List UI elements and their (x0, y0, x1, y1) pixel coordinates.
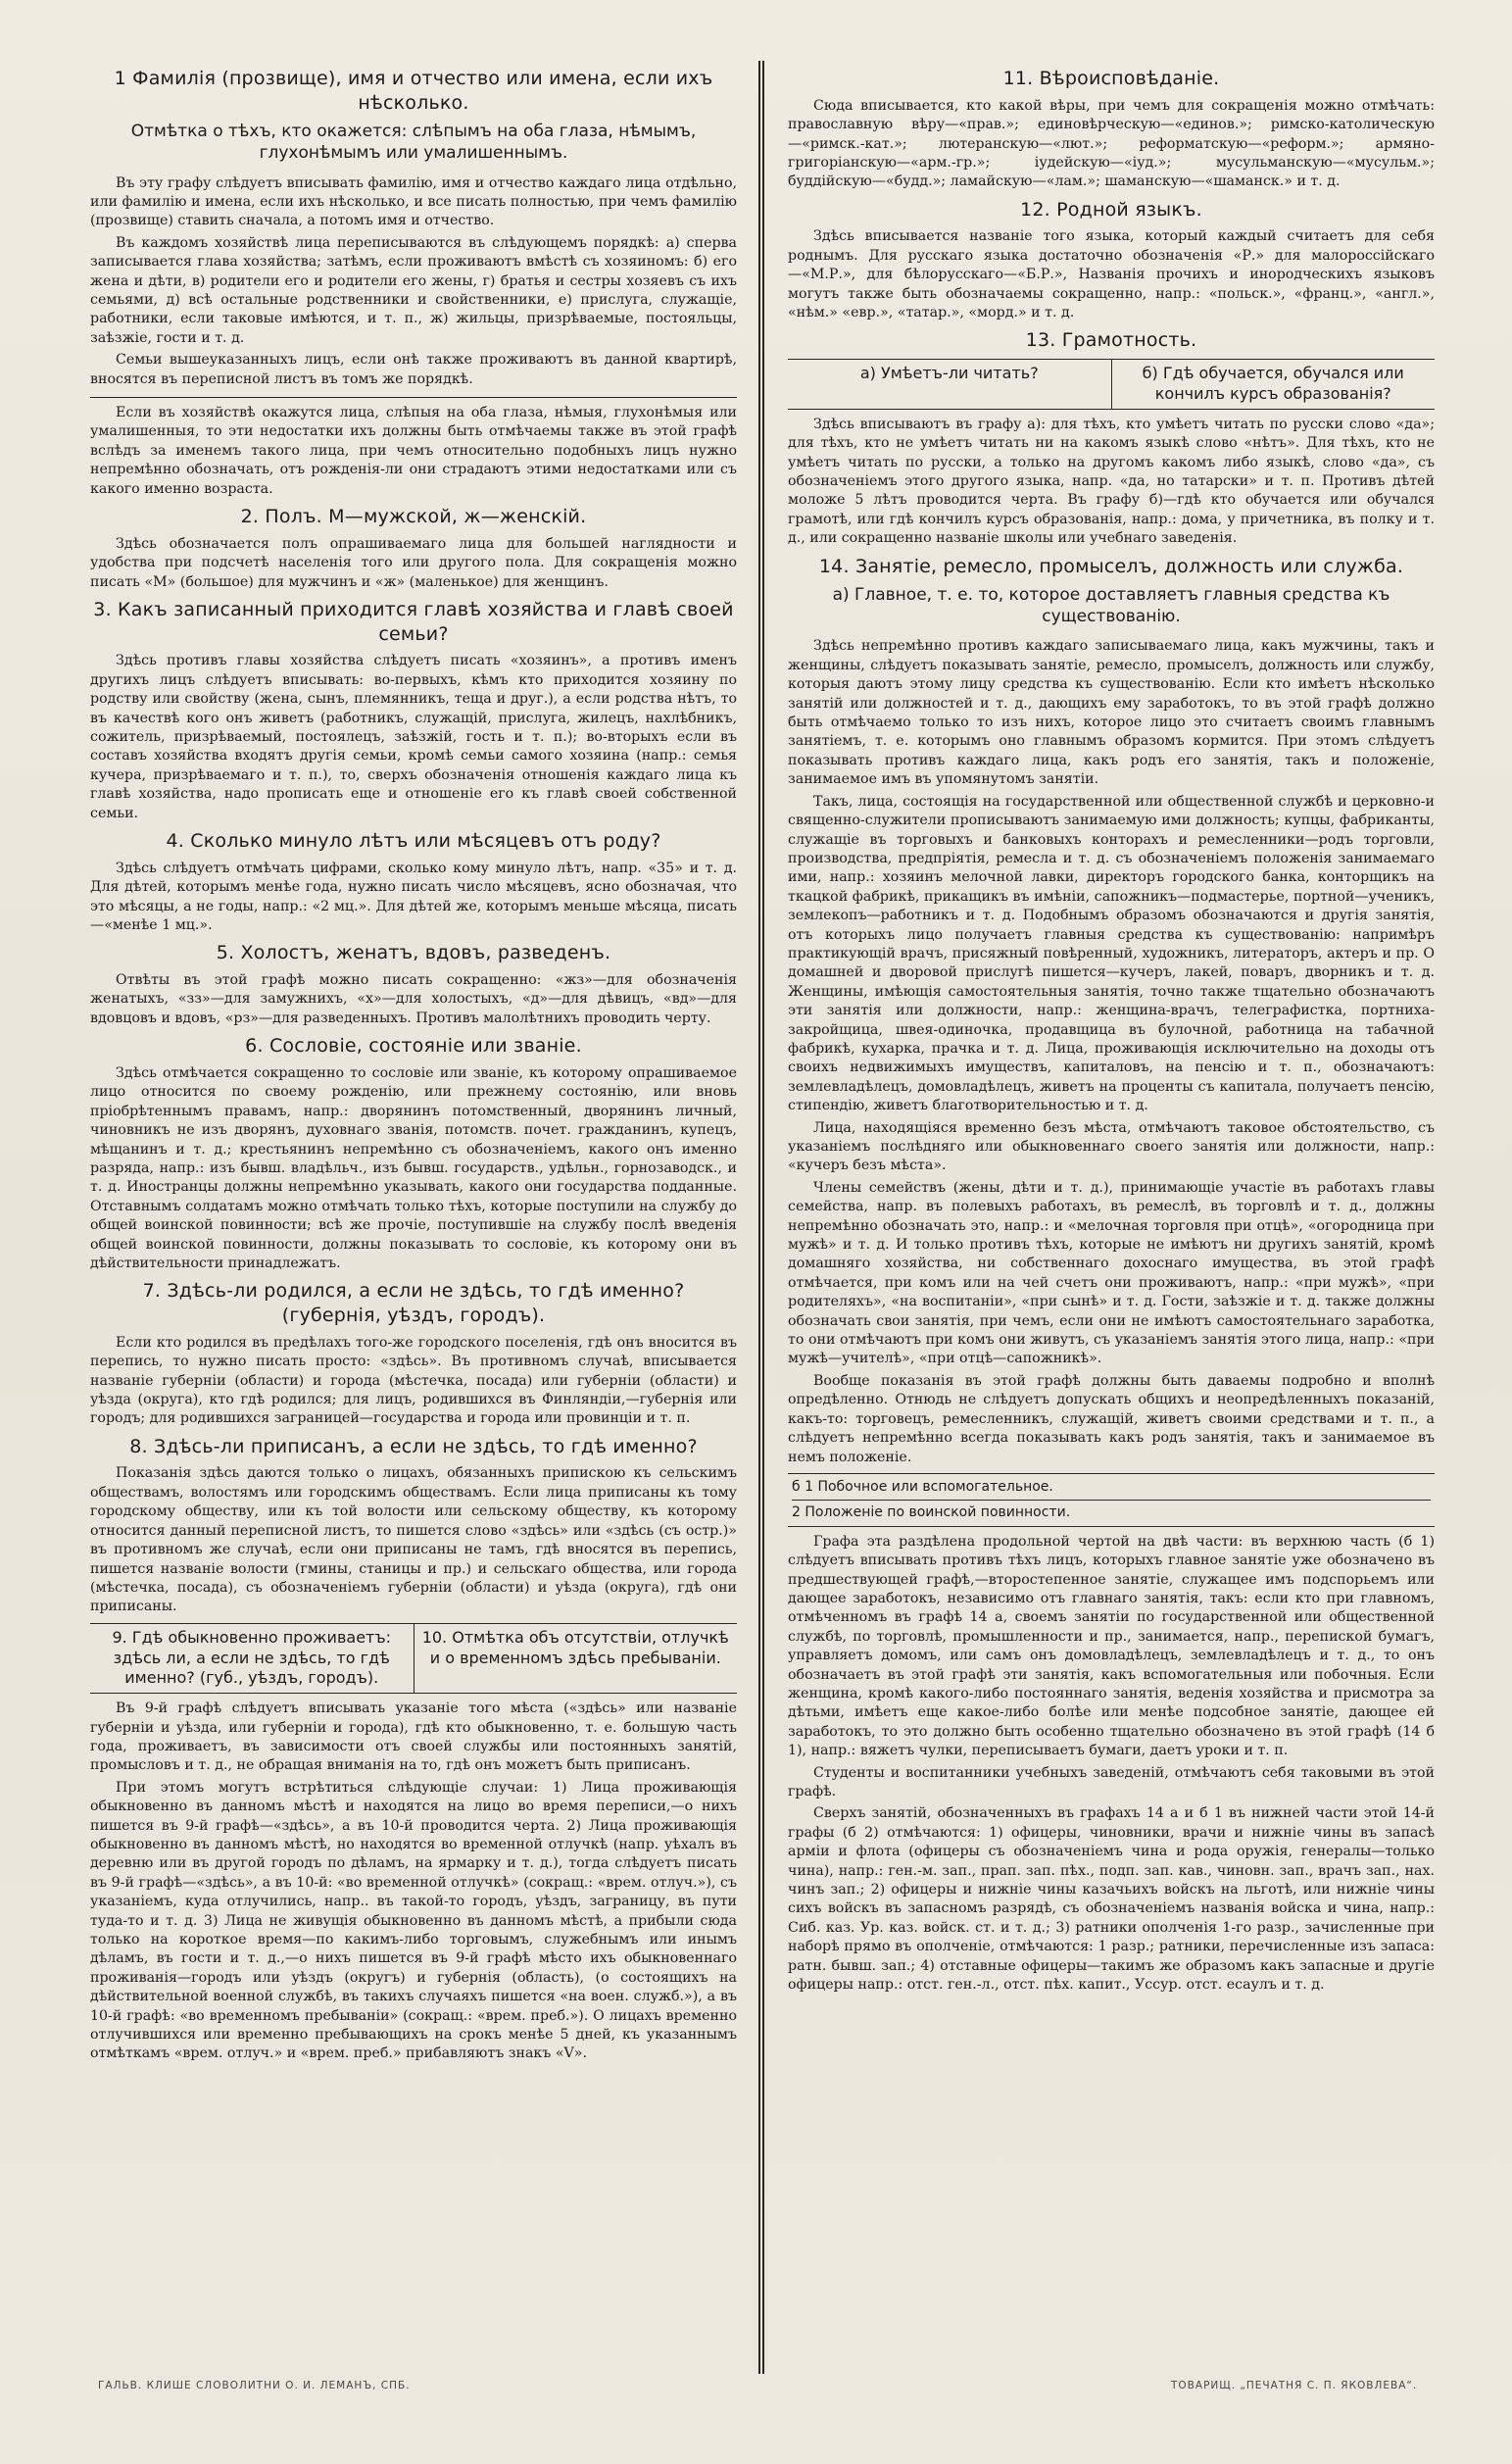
section-heading-10: 10. Отмѣтка объ отсутствіи, отлучкѣ и о временномъ здѣсь пребываніи. (414, 1624, 738, 1693)
paragraph: Студенты и воспитанники учебныхъ заведеній, отмѣчаютъ себя таковыми въ этой графѣ. (788, 1764, 1435, 1799)
paragraph: Здѣсь обозначается полъ опрашиваемаго лица для большей наглядности и удобства при подсчетѣ населенія того или другого пола. Для сокращенія можно писать «М» (большое) для мужчинъ и «ж» (маленькое) для женщинъ. (90, 535, 737, 590)
paragraph: Въ эту графу слѣдуетъ вписывать фамилію, имя и отчество каждаго лица отдѣльно, или фамилію и имена, если ихъ нѣсколько, и все писать полностью, при чемъ фамилію (прозвище) ставить сначала, а потомъ имя и отчество. (90, 174, 737, 229)
paragraph: При этомъ могутъ встрѣтиться слѣдующіе случаи: 1) Лица проживающія обыкновенно въ данномъ мѣстѣ и находятся на лицо во время переписи,—о нихъ пишется въ 9-й графѣ—«здѣсь», а въ 10-й проводится черта. 2) Лица проживающія обыкновенно въ данномъ мѣстѣ, но находятся во временной отлучкѣ (напр. уѣхалъ въ деревню или въ другой городъ по дѣламъ, на ярмарку и т. д.), тогда слѣдуетъ писать въ 9-й графѣ—«здѣсь», а въ 10-й: «во временной отлучкѣ» (сокращ.: «врем. отлуч.»), съ указаніемъ, куда отлучились, напр.. въ такой-то городъ, уѣздъ, заграницу, въ пути туда-то и т. д. 3) Лица не живущія обыкновенно въ данномъ мѣстѣ, а прибыли сюда только на короткое время—по какимъ-либо торговымъ, служебнымъ или инымъ дѣламъ, въ гости и т. д.,—о нихъ пишется въ 9-й графѣ мѣсто ихъ обыкновеннаго проживанія—городъ или уѣздъ (округъ) и губернія (область), (о состоящихъ на дѣйствительной военной службѣ, въ такихъ случаяхъ пишется «на воен. служб.»), а въ 10-й графѣ: «во временномъ пребываніи» (сокращ.: «врем. преб.»). О лицахъ временно отлучившихся или временно пребывающихъ на срокъ менѣе 5 дней, къ указаннымъ отмѣткамъ «врем. отлуч.» и «врем. преб.» прибавляютъ знакъ «V». (90, 1779, 737, 2062)
paragraph: Сюда вписывается, кто какой вѣры, при чемъ для сокращенія можно отмѣчать: православную вѣру—«прав.»; единовѣрческую—«единов.»; римско-католическую—«римск.-кат.»; лютеранскую—«лют.»; реформатскую—«реформ.»; армяно-григоріанскую—«арм.-гр.»; іудейскую—«іуд.»; мусульманскую—«мусульм.»; буддійскую—«будд.»; ламайскую—«лам.»; шаманскую—«шаманск.» и т. д. (788, 97, 1435, 190)
subsection-label-b1: б 1 Побочное или вспомогательное. (792, 1478, 1053, 1495)
paragraph: Здѣсь вписывается названіе того языка, который каждый считаетъ для себя роднымъ. Для русскаго языка достаточно обозначенія «Р.» для малороссійскаго—«М.Р.», для бѣлорусскаго—«Б.Р.», Названія прочихъ и инородческихъ языковъ могутъ также быть обозначаемы сокращенно, напр.: «польск.», «франц.», «англ.», «нѣм.» «евр.», «татар.», «морд.» и т. д. (788, 228, 1435, 321)
paragraph: Въ 9-й графѣ слѣдуетъ вписывать указаніе того мѣста («здѣсь» или названіе губерніи и уѣзда, или губерніи и города), гдѣ кто обыкновенно, т. е. большую часть года, проживаетъ, въ зависимости отъ своей службы или постоянныхъ занятій, промысловъ и т. д., не обращая вниманія на то, гдѣ онъ можетъ быть приписанъ. (90, 1700, 737, 1774)
paragraph: Члены семействъ (жены, дѣти и т. д.), принимающіе участіе въ работахъ главы семейства, напр. въ полевыхъ работахъ, въ ремеслѣ, въ торговлѣ и т. д., должны непремѣнно обозначать это, напр.: и «мелочная торговля при отцѣ», «огородница при мужѣ» и т. д. И только противъ тѣхъ, которые не имѣютъ ни другихъ занятій, кромѣ домашняго хозяйства, ни собственнаго дохоснаго имущества, въ этой графѣ отмѣчается, при комъ или на чей счетъ они проживаютъ, напр.: «при мужѣ», «при родителяхъ», «на воспитаніи», «при сынѣ» и т. д. Гости, заѣзжіе и т. д. также должны обозначать свои занятія, при чемъ, если они не имѣютъ самостоятельнаго заработка, то они отмѣчаютъ при комъ они живутъ, съ указаніемъ занятія этого лица, напр.: «при мужѣ—учителѣ», «при отцѣ—сапожникѣ». (788, 1179, 1435, 1367)
paragraph: Здѣсь вписываютъ въ графу а): для тѣхъ, кто умѣетъ читать по русски слово «да»; для тѣхъ, кто не умѣетъ читать ни на какомъ языкѣ слово «нѣтъ». Для тѣхъ, кто не умѣетъ читать по русски, а только на другомъ какомъ либо языкѣ, слово «да», съ обозначеніемъ этого другого языка, напр. «да, но татарски» и т. п. Противъ дѣтей моложе 5 лѣтъ проводится черта. Въ графу б)—гдѣ кто обучается или обучался грамотѣ, или гдѣ кончилъ курсъ образованія, напр.: дома, у причетника, въ полку и т. д., или сокращенно названіе школы или учебнаго заведенія. (788, 416, 1435, 547)
section-heading: 6. Сословіе, состояніе или званіе. (245, 1035, 582, 1058)
paragraph: Здѣсь отмѣчается сокращенно то сословіе или званіе, къ которому опрашиваемое лицо относится по своему рожденію, или прежнему состоянію, или вновь пріобрѣтеннымъ правамъ, напр.: дворянинъ потомственный, дворянинъ личный, чиновникъ не изъ дворянъ, духовнаго званія, потомств. почет. гражданинъ, купецъ, мѣщанинъ и т. д.; крестьянинъ непремѣнно съ обозначеніемъ, какого онъ именно разряда, напр.: изъ бывш. владѣльч., изъ бывш. государств., удѣльн., горнозаводск., и т. д. Иностранцы должны непремѣнно указывать, какого они государства подданные. Отставнымъ солдатамъ можно отмѣчать только тѣхъ, которые поступили на службу до общей воинской повинности; всѣ же прочіе, поступившіе на службу послѣ введенія общей воинской повинности, должны показывать то сословіе, къ которому они въ дѣйствительности принадлежатъ. (90, 1064, 737, 1271)
paragraph: Графа эта раздѣлена продольной чертой на двѣ части: въ верхнюю часть (б 1) слѣдуетъ вписывать противъ тѣхъ лицъ, которыхъ главное занятіе уже обозначено въ предшествующей графѣ,—второстепенное занятіе, служащее имъ подспорьемъ или дающее заработокъ, независимо отъ главнаго занятія, такъ: если кто при главномъ, отмѣченномъ въ графѣ 14 а, своемъ занятіи по государственной или общественной службѣ, по торговлѣ, промышленности и пр., занимается, напр., перепиской бумагъ, управляетъ домомъ, или самъ онъ домовладѣлецъ, землевладѣлецъ и т. д., то онъ обозначаетъ въ этой графѣ эти занятія, какъ вспомогательныя или побочныя. Если женщина, кромѣ какого-либо постояннаго занятія, веденія хозяйства и присмотра за дѣтьми, имѣетъ еще какое-либо болѣе или менѣе подсобное занятіе, дающее ей заработокъ, то это должно быть особенно тщательно обозначено въ этой графѣ (14 б 1), напр.: вяжетъ чулки, переписываетъ бумаги, даетъ уроки и т. п. (788, 1533, 1435, 1759)
section-heading: 2. Полъ. М—мужской, ж—женскій. (240, 506, 587, 528)
paragraph: Если кто родился въ предѣлахъ того-же городского поселенія, гдѣ онъ вносится въ перепись, то нужно писать просто: «здѣсь». Въ противномъ случаѣ, вписывается названіе губерніи (области) и города (мѣстечка, посада) или губерніи (области) и уѣзда (округа), кто гдѣ родился; для лицъ, родившихся въ Финляндіи,—губернія или городъ; для родившихся заграницей—государства и города или провинціи и т. п. (90, 1334, 737, 1427)
subsection-labels (788, 1473, 1435, 1527)
paragraph: Сверхъ занятій, обозначенныхъ въ графахъ 14 а и б 1 въ нижней части этой 14-й графы (б 2) отмѣчаются: 1) офицеры, чиновники, врачи и нижніе чины въ запасѣ арміи и флота (офицеры съ обозначеніемъ чина и рода оружія, генералы—только чина), напр.: ген.-м. зап., прап. зап. пѣх., подп. зап. кав., чиновн. зап., врачъ зап., нах. чинъ зап.; 2) офицеры и нижніе чины казачьихъ войскъ на льготѣ, или нижніе чины сихъ войскъ въ запасномъ разрядѣ, съ обозначеніемъ названія войска и чина, напр.: Сиб. каз. Ур. каз. войск. ст. и т. д.; 3) ратники ополченія 1-го разр., зачисленные при наборѣ прямо въ ополченіе, отмѣчаются: 1 разр.; ратники, перечисленные изъ запаса: ратн. бывш. зап.; 4) отставные офицеры—такимъ же образомъ какъ запасные и другіе офицеры напр.: отст. ген.-л., отст. пѣх. капит., Уссур. отст. есаулъ и т. д. (788, 1805, 1435, 1994)
section-heading: 14. Занятіе, ремесло, промыселъ, должность или служба. (818, 555, 1404, 577)
paragraph: Вообще показанія въ этой графѣ должны быть даваемы подробно и вполнѣ опредѣленно. Отнюдь не слѣдуетъ допускать общихъ и неопредѣленныхъ показаній, какъ-то: торговецъ, ремесленникъ, служащій, живетъ своими средствами и т. п., а слѣдуетъ непремѣнно всегда показывать какъ родъ занятія, такъ и занимаемое въ немъ положеніе. (788, 1372, 1435, 1465)
paragraph: Здѣсь слѣдуетъ отмѣчать цифрами, сколько кому минуло лѣтъ, напр. «35» и т. д. Для дѣтей, которымъ менѣе года, нужно писать число мѣсяцевъ, ясно обозначая, что это мѣсяцы, а не годы, напр.: «2 мц.». Для дѣтей же, которымъ меньше мѣсяца, писать—«менѣе 1 мц.». (90, 860, 737, 933)
subheading-a: а) Умѣетъ-ли читать? (859, 364, 1039, 383)
section-subheading: а) Главное, т. е. то, которое доставляетъ главныя средства къ существованію. (832, 585, 1390, 627)
printer-imprint-left: ГАЛЬВ. КЛИШЕ СЛОВОЛИТНИ О. И. ЛЕМАНЪ, СПБ. (98, 2380, 411, 2391)
section-heading: 13. Грамотность. (1025, 329, 1197, 352)
subsection-label-b2: 2 Положеніе по воинской повинности. (792, 1500, 1431, 1522)
section-heading: 1 Фамилія (прозвище), имя и отчество или имена, если ихъ нѣсколько. (114, 68, 713, 114)
paragraph: Лица, находящіяся временно безъ мѣста, отмѣчаютъ таковое обстоятельство, съ указаніемъ послѣдняго или обыкновеннаго своего занятія или должности, напр.: «кучеръ безъ мѣста». (788, 1119, 1435, 1174)
left-column (90, 61, 737, 2374)
instruction-sheet (90, 61, 1435, 2374)
section-subheading: Отмѣтка о тѣхъ, кто окажется: слѣпымъ на оба глаза, нѣмымъ, глухонѣмымъ или умалишеннымъ. (130, 122, 697, 164)
section-heading: 8. Здѣсь-ли приписанъ, а если не здѣсь, то гдѣ именно? (129, 1435, 698, 1457)
column-divider (758, 61, 764, 2374)
paragraph: Здѣсь непремѣнно противъ каждаго записываемаго лица, какъ мужчины, такъ и женщины, слѣдуетъ показывать занятіе, ремесло, промыселъ, должность или службу, которыя даютъ этому лицу средства къ существованію. Если кто имѣетъ нѣсколько занятій или должностей и т. д., дающихъ ему заработокъ, то въ этой графѣ должно быть отмѣчаемо только то изъ нихъ, которое лицо это считаетъ своимъ главнымъ занятіемъ, т. е. которымъ оно главнымъ образомъ кормится. При этомъ слѣдуетъ показывать противъ каждаго лица, какъ родъ его занятія, такъ и положеніе, занимаемое имъ въ упомянутомъ занятіи. (788, 638, 1435, 788)
two-column-heading (90, 1623, 737, 1694)
paragraph: Здѣсь противъ главы хозяйства слѣдуетъ писать «хозяинъ», а противъ именъ другихъ лицъ слѣдуетъ вписывать: во-первыхъ, кѣмъ кто приходится хозяину по родству или свойству (жена, сынъ, племянникъ, теща и друг.), а если родства нѣтъ, то въ качествѣ кого онъ живетъ (работникъ, служащій, прислуга, жилецъ, нахлѣбникъ, сожитель, призрѣваемый, постоялецъ, заѣзжій, гость и т. п.); во-вторыхъ если въ составъ хозяйства входятъ другія семьи, кромѣ семьи самого хозяина (напр.: семья кучера, призрѣваемаго и т. п.), то, сверхъ обозначенія отношенія каждаго лица къ главѣ хозяйства, надо прописать еще и отношеніе его къ главѣ своей собственной семьи. (90, 653, 737, 821)
section-heading-9: 9. Гдѣ обыкновенно проживаетъ: здѣсь ли, а если не здѣсь, то гдѣ именно? (губ., уѣздъ, городъ). (112, 1627, 392, 1688)
printer-imprint-right: ТОВАРИЩ. „ПЕЧАТНЯ С. П. ЯКОВЛЕВА“. (1171, 2380, 1418, 2391)
right-column (788, 61, 1435, 2374)
section-heading: 12. Родной языкъ. (1020, 198, 1202, 221)
paragraph: Семьи вышеуказанныхъ лицъ, если онѣ также проживаютъ въ данной квартирѣ, вносятся въ переписной листъ въ томъ же порядкѣ. (90, 352, 737, 387)
section-heading: 3. Какъ записанный приходится главѣ хозяйства и главѣ своей семьи? (93, 598, 734, 645)
section-heading: 11. Вѣроисповѣданіе. (1002, 68, 1220, 89)
paragraph: Такъ, лица, состоящія на государственной или общественной службѣ и церковно-и священно-служители прописываютъ занимаемую ими должность; купцы, фабриканты, служащіе въ торговыхъ и банковыхъ конторахъ и ремесленники—родъ торговли, производства, предпріятія, ремесла и т. д. съ обозначеніемъ положенія занимаемаго ими, напр.: хозяинъ мелочной лавки, директоръ городского банка, конторщикъ на ткацкой фабрикѣ, прикащикъ въ имѣніи, сапожникъ—подмастерье, портной—ученикъ, землекопъ—работникъ и т. д. Подобнымъ образомъ обозначаются и другія занятія, отъ которыхъ лицо получаетъ главныя средства къ существованію: напримѣръ практикующій врачъ, присяжный повѣренный, художникъ, литераторъ, актеръ и пр. О домашней и дворовой прислугѣ пишется—кучеръ, лакей, поваръ, дворникъ и т. д. Женщины, имѣющія самостоятельныя занятія, точно также тщательно обозначаютъ эти занятія или должности, напр.: женщина-врачъ, телеграфистка, портниха-закройщица, швея-одиночка, продавщица въ булочной, работница на табачной фабрикѣ, кухарка, прачка и т. д. Лица, проживающія исключительно на доходы отъ своихъ недвижимыхъ имуществъ, капиталовъ, на пенсію и т. п., обозначаютъ: землевладѣлецъ, домовладѣлецъ, живетъ на проценты съ капитала, получаетъ пенсію, стипендію, живетъ благотворительностью и т. д. (788, 793, 1435, 1114)
section-heading: 7. Здѣсь-ли родился, а если не здѣсь, то гдѣ именно? (губернія, уѣздъ, городъ). (142, 1280, 685, 1327)
paragraph: Въ каждомъ хозяйствѣ лица переписываются въ слѣдующемъ порядкѣ: а) сперва записывается глава хозяйства; затѣмъ, если проживаютъ вмѣстѣ съ хозяиномъ: б) его жена и дѣти, в) родители его и родители его жены, г) братья и сестры хозяевъ съ ихъ семьями, д) всѣ остальные родственники и свойственники, е) прислуга, служащіе, работники, если таковые имѣются, и т. п., ж) жильцы, призрѣваемые, постояльцы, заѣзжіе, гости и т. д. (90, 234, 737, 346)
paragraph: Отвѣты въ этой графѣ можно писать сокращенно: «жз»—для обозначенія женатыхъ, «зз»—для замужнихъ, «х»—для холостыхъ, «д»—для дѣвицъ, «вд»—для вдовцовъ и вдовъ, «рз»—для разведенныхъ. Противъ малолѣтнихъ проводить черту. (90, 972, 737, 1026)
paragraph: Показанія здѣсь даются только о лицахъ, обязанныхъ припискою къ сельскимъ обществамъ, волостямъ или городскимъ обществамъ. Если лица приписаны къ тому городскому обществу, или къ той волости или сельскому обществу, къ которому относится данный переписной листъ, то пишется слово «здѣсь» или «здѣсь (съ остр.)» въ противномъ же случаѣ, если они приписаны не тамъ, гдѣ вносятся въ перепись, пишется названіе волости (гмины, станицы и пр.) и сельскаго общества, или города (мѣстечка, посада), съ обозначеніемъ губерніи (области) и уѣзда (округа), гдѣ они приписаны. (90, 1465, 737, 1615)
paragraph: Если въ хозяйствѣ окажутся лица, слѣпыя на оба глаза, нѣмыя, глухонѣмыя или умалишенныя, то эти недостатки ихъ должны быть отмѣчаемы также въ этой графѣ вслѣдъ за именемъ такого лица, при чемъ относительно подобныхъ лицъ нужно непремѣнно обозначать, отъ рожденія-ли они страдаютъ этими недостатками или съ какого именно возраста. (90, 397, 737, 499)
subheading-b: б) Гдѣ обучается, обучался или кончилъ курсъ образованія? (1111, 360, 1436, 409)
section-heading: 4. Сколько минуло лѣтъ или мѣсяцевъ отъ роду? (166, 830, 661, 852)
section-heading: 5. Холостъ, женатъ, вдовъ, разведенъ. (216, 942, 611, 964)
two-column-subheading (788, 359, 1435, 410)
